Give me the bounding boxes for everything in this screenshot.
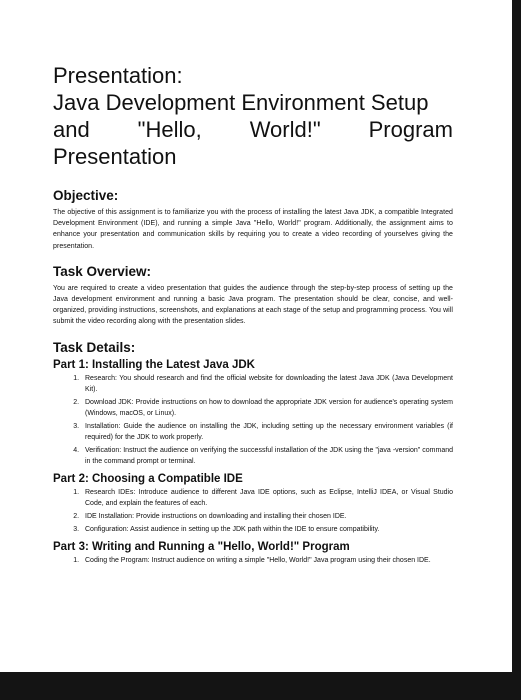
- title-word: World!": [249, 117, 321, 142]
- objective-heading: Objective:: [53, 188, 119, 203]
- part-3-title: Part 3: Writing and Running a "Hello, World!" Program: [53, 540, 350, 553]
- document-title: [53, 62, 453, 170]
- title-line-2: Java Development Environment Setup: [53, 90, 429, 115]
- objective-text: The objective of this assignment is to familiarize you with the process of installing the latest Java JDK, a compatible Integrated Development Environment (IDE), and running a simple Java "Hello, World!" program. Additionally, the assignment aims to enhance your presentation and communication skills by requiring you to create a video recording of yourselves giving the presentation.: [53, 209, 453, 250]
- title-line-1: Presentation:: [53, 63, 183, 88]
- list-item: 1. Research: You should research and find the official website for downloading the latest Java JDK (Java Development Kit).: [81, 373, 453, 395]
- list-item: 4. Verification: Instruct the audience on verifying the successful installation of the JDK using the "java -version" command in the command prompt or terminal.: [81, 445, 453, 467]
- title-line-3: [53, 116, 453, 143]
- document-page: [53, 62, 453, 572]
- part-1-steps: [53, 373, 453, 467]
- title-word: "Hello,: [137, 117, 202, 142]
- part-2-steps: [53, 487, 453, 535]
- screen-edge-right: [512, 0, 521, 700]
- part-1-title: Part 1: Installing the Latest Java JDK: [53, 358, 255, 371]
- list-item: 1. Research IDEs: Introduce audience to different Java IDE options, such as Eclipse, IntelliJ IDEA, or Visual Studio Code, and explain the features of each.: [81, 487, 453, 509]
- screen-edge-bottom: [0, 672, 521, 700]
- list-item: 2. IDE Installation: Provide instructions on downloading and installing their chosen IDE.: [81, 511, 453, 522]
- overview-heading: Task Overview:: [53, 263, 152, 279]
- title-word: and: [53, 117, 90, 142]
- list-item: 2. Download JDK: Provide instructions on how to download the appropriate JDK version for audience's operating system (Windows, macOS, or Linux).: [81, 397, 453, 419]
- list-item: 3. Installation: Guide the audience on installing the JDK, including setting up the necessary environment variables (if required) for the JDK to work properly.: [81, 421, 453, 443]
- details-heading: Task Details:: [53, 339, 136, 355]
- list-item: 1. Coding the Program: Instruct audience on writing a simple "Hello, World!" Java program using their chosen IDE.: [81, 555, 453, 566]
- overview-text: You are required to create a video presentation that guides the audience through the step-by-step process of setting up the Java development environment and running a basic Java program. The presentation should be clear, concise, and well-organized, providing instructions, screenshots, and explanations at each stage of the setup and programming process. You will submit the video recording along with the presentation slides.: [53, 284, 453, 326]
- part-3-steps: [53, 555, 453, 566]
- list-item: 3. Configuration: Assist audience in setting up the JDK path within the IDE to ensure compatibility.: [81, 524, 453, 535]
- title-line-4: Presentation: [53, 144, 177, 169]
- title-word: Program: [368, 117, 453, 142]
- part-2-title: Part 2: Choosing a Compatible IDE: [53, 472, 243, 485]
